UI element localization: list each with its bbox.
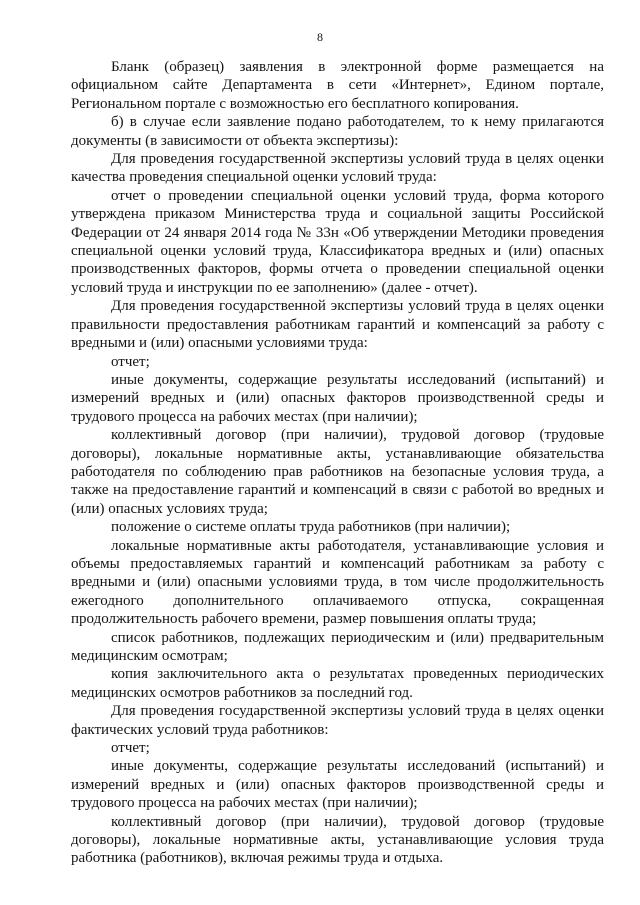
page-number: 8: [317, 30, 323, 44]
paragraph-heading-guarantees: Для проведения государственной экспертизы условий труда в целях оценки правильности предоставления работникам гарантий и компенсаций за работу с вредными и (или) опасными условиями труда:: [71, 298, 604, 352]
paragraph-report: отчет о проведении специальной оценки условий труда, форма которого утверждена приказом Министерства труда и социальной защиты Российской Федерации от 24 января 2014 года № 33н «Об утверждении Методики проведения специальной оценки условий труда, Классификатора вредных и (или) опасных производственных факторов, формы отчета о проведении специальной оценки условий труда и инструкции по ее заполнению» (далее - отчет).: [71, 187, 604, 296]
list-item-report: отчет;: [111, 353, 150, 370]
list-item-collective-agreement-2: коллективный договор (при наличии), трудовой договор (трудовые договоры), локальные нормативные акты, устанавливающие условия труда работника (работников), включая режимы труда и отдыха.: [71, 813, 604, 867]
paragraph-heading-quality-assessment: Для проведения государственной экспертизы условий труда в целях оценки качества проведения специальной оценки условий труда:: [71, 151, 604, 186]
list-item-report-2: отчет;: [111, 740, 150, 757]
document-body: [71, 58, 604, 868]
paragraph-employer-documents: б) в случае если заявление подано работодателем, то к нему прилагаются документы (в зависимости от объекта экспертизы):: [71, 114, 604, 149]
list-item-medical-list: список работников, подлежащих периодическим и (или) предварительным медицинским осмотрам;: [71, 629, 604, 664]
list-item-local-acts: локальные нормативные акты работодателя, устанавливающие условия и объемы предоставляемых гарантий и компенсаций работникам за работу с вредными и (или) опасными условиями труда, в том числе продолжительность ежегодного дополнительного оплачиваемого отпуска, сокращенная продолжительность рабочего времени, размер повышения оплаты труда;: [71, 537, 604, 628]
list-item-other-documents: иные документы, содержащие результаты исследований (испытаний) и измерений вредных и (или) опасных факторов производственной среды и трудового процесса на рабочих местах (при наличии);: [71, 371, 604, 425]
list-item-other-documents-2: иные документы, содержащие результаты исследований (испытаний) и измерений вредных и (или) опасных факторов производственной среды и трудового процесса на рабочих местах (при наличии);: [71, 758, 604, 812]
paragraph-form-template: Бланк (образец) заявления в электронной форме размещается на официальном сайте Департамента в сети «Интернет», Едином портале, Региональном портале с возможностью его бесплатного копирования.: [71, 59, 604, 112]
list-item-pay-system: положение о системе оплаты труда работников (при наличии);: [111, 519, 511, 536]
list-item-medical-act: копия заключительного акта о результатах проведенных периодических медицинских осмотров работников за последний год.: [71, 666, 604, 701]
list-item-collective-agreement: коллективный договор (при наличии), трудовой договор (трудовые договоры), локальные нормативные акты, устанавливающие обязательства работодателя по соблюдению прав работников на безопасные условия труда, а также на предоставление гарантий и компенсаций в связи с работой во вредных и (или) опасных условиях труда;: [71, 427, 604, 517]
paragraph-heading-actual-conditions: Для проведения государственной экспертизы условий труда в целях оценки фактических условий труда работников:: [71, 703, 604, 738]
